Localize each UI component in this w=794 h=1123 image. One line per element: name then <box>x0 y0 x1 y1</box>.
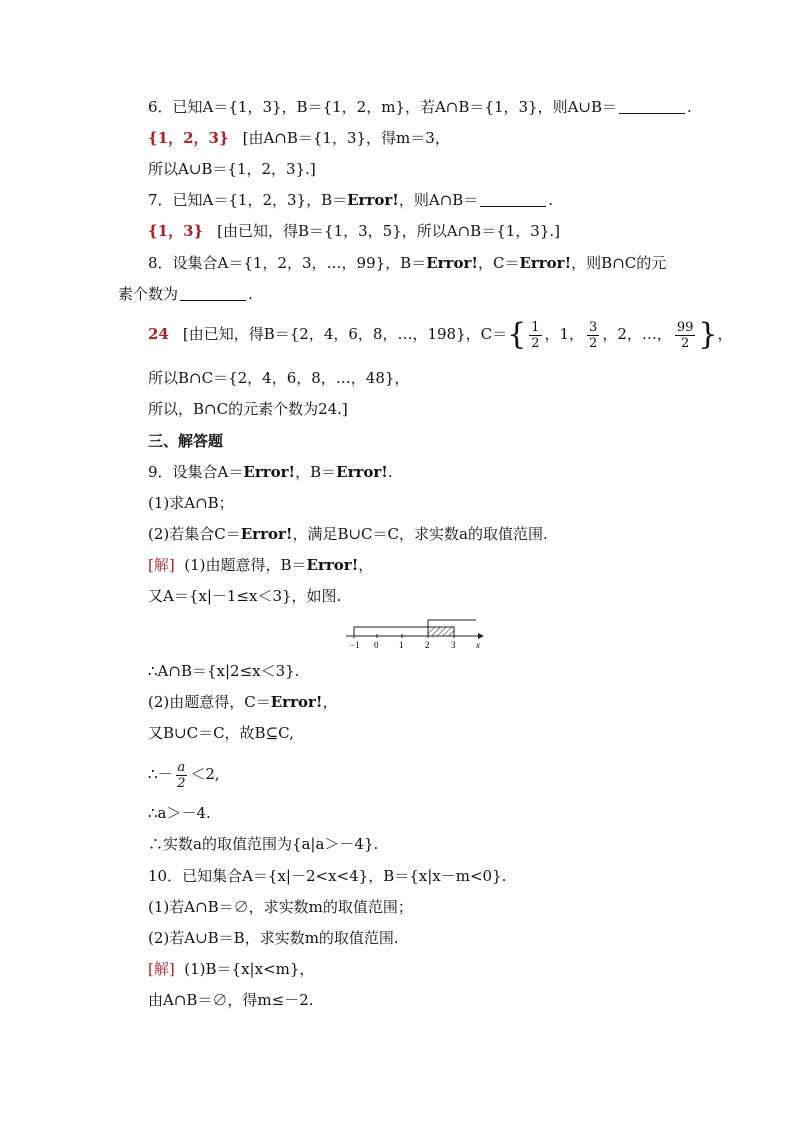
section-heading: 三、解答题 <box>148 432 224 450</box>
fraction-denominator: 2 <box>589 335 598 351</box>
q9-part-1: (1)求A∩B； <box>148 494 234 512</box>
q9-solution-text: (1)由题意得，B＝ <box>184 556 307 574</box>
q6-stem-end: . <box>687 98 692 116</box>
q8-error-field-2: Error! <box>519 254 572 272</box>
q8-solution-1 <box>148 314 733 354</box>
q7-solution <box>148 221 560 241</box>
q9-error-field-3: Error! <box>240 525 293 543</box>
q9-solution-6 <box>148 756 220 792</box>
q6-stem <box>148 97 692 117</box>
q6-solution-1 <box>148 128 450 148</box>
fraction-numerator: 99 <box>676 319 694 335</box>
q7-stem-end: . <box>548 191 554 209</box>
q8-answer: 24 <box>148 325 169 343</box>
q8-c-end: ， <box>717 325 733 343</box>
q9-part-2-text: (2)若集合C＝ <box>148 525 241 543</box>
fraction-numerator: 3 <box>589 319 598 335</box>
q9-stem-text: 9．设集合A＝ <box>148 463 244 481</box>
fraction-99-2 <box>675 320 696 351</box>
q6-answer: {1，2，3} <box>148 129 229 147</box>
tick-label: −1 <box>350 640 360 650</box>
q10-solution-text: (1)B＝{x|x<m}， <box>184 960 315 978</box>
q9-error-field-5: Error! <box>270 693 323 711</box>
q6-stem-prefix: 6．已知 <box>148 98 203 116</box>
q9-stem-end: . <box>387 463 393 481</box>
q6-stem-text: A＝{1，3}，B＝{1，2，m}，若A∩B＝{1，3}，则A∪B＝ <box>202 98 617 116</box>
right-brace: } <box>698 317 718 352</box>
fraction-denominator: 2 <box>531 335 540 351</box>
q9-solution-7: ∴a＞－4. <box>148 804 211 822</box>
q10-stem: 10．已知集合A＝{x|－2<x<4}，B＝{x|x－m<0}. <box>148 867 507 885</box>
fraction-3-2 <box>587 320 599 351</box>
q9-solution-1 <box>148 555 373 575</box>
axis-arrow <box>478 633 484 639</box>
q8-explain-3: 所以，B∩C的元素个数为24.] <box>148 400 348 418</box>
q7-answer-blank <box>480 192 546 207</box>
q8-stem-text: 8．设集合A＝{1，2，3，…，99}，B＝ <box>148 254 427 272</box>
tick-label: 3 <box>451 640 456 650</box>
q6-explain-2: 所以A∪B＝{1，2，3}.] <box>148 160 316 178</box>
q9-solution-6-text: ∴－ <box>148 765 173 783</box>
q8-sep-1: ，1， <box>544 325 585 343</box>
q6-solution-2 <box>148 159 316 179</box>
q9-solution-5: 又B∪C＝C，故B⊆C, <box>148 724 294 742</box>
q8-stem-end: . <box>248 285 253 303</box>
q10-solution-2: 由A∩B＝∅，得m≤－2. <box>148 991 314 1009</box>
q10-solution-1 <box>148 959 314 979</box>
q8-stem-mid: ，C＝ <box>477 254 520 272</box>
q7-stem <box>148 190 553 210</box>
q7-answer: {1，3} <box>148 222 204 240</box>
intersection-region <box>428 627 454 636</box>
q9-error-field-2: Error! <box>336 463 388 481</box>
q7-error-field: Error! <box>347 191 399 209</box>
q8-stem-tail: ，则B∩C的元 <box>571 254 667 272</box>
q9-part-2 <box>148 524 548 544</box>
q8-solution-3 <box>148 399 348 419</box>
q9-stem-mid: ，B＝ <box>295 463 337 481</box>
q8-explain-1: [由已知，得B＝{2，4，6，8，…，198}，C＝ <box>182 325 508 343</box>
tick-label: 0 <box>374 640 379 650</box>
fraction-numerator: a <box>177 759 186 775</box>
fraction-numerator: 1 <box>531 319 540 335</box>
q8-stem-text-2: 素个数为 <box>118 285 179 303</box>
q9-error-field-4: Error! <box>306 556 359 574</box>
q10-part-2: (2)若A∪B＝B，求实数m的取值范围. <box>148 929 399 947</box>
q9-solution-4-end: ， <box>322 693 338 711</box>
left-brace: { <box>507 317 527 352</box>
q7-stem-mid: ，则A∩B＝ <box>398 191 479 209</box>
axis-var-label: x <box>476 640 480 650</box>
q9-solution-4 <box>148 692 337 712</box>
fraction-a-2 <box>176 760 188 791</box>
q10-part-1: (1)若A∩B＝∅，求实数m的取值范围； <box>148 898 413 916</box>
fraction-denominator: 2 <box>177 775 186 791</box>
fraction-1-2 <box>529 320 541 351</box>
q8-explain-2: 所以B∩C＝{2，4，6，8，…，48}， <box>148 369 410 387</box>
solution-tag: [解] <box>148 556 175 574</box>
q8-sep-2: ，2，…， <box>602 325 672 343</box>
q6-explain-1: [由A∩B＝{1，3}，得m＝3， <box>242 129 450 147</box>
q8-stem-1 <box>148 253 666 273</box>
q9-solution-end: ， <box>358 556 374 574</box>
fraction-denominator: 2 <box>681 335 690 351</box>
number-line-figure <box>340 614 490 652</box>
q9-solution-3: ∴A∩B＝{x|2≤x＜3}. <box>148 662 300 680</box>
q6-answer-blank <box>619 99 685 114</box>
q8-stem-2 <box>118 284 253 304</box>
q7-explain: [由已知，得B＝{1，3，5}，所以A∩B＝{1，3}.] <box>217 222 560 240</box>
solution-tag: [解] <box>148 960 175 978</box>
q8-solution-2 <box>148 368 409 388</box>
q9-solution-6-end: ＜2, <box>190 765 220 783</box>
q7-stem-text: 7．已知A＝{1，2，3}，B＝ <box>148 191 348 209</box>
q9-solution-2: 又A＝{x|－1≤x＜3}，如图. <box>148 587 342 605</box>
q9-solution-4-text: (2)由题意得，C＝ <box>148 693 271 711</box>
q9-solution-8: ∴实数a的取值范围为{a|a＞－4}. <box>148 835 379 853</box>
q9-error-field-1: Error! <box>243 463 296 481</box>
q9-part-2-end: ，满足B∪C＝C，求实数a的取值范围. <box>292 525 548 543</box>
q9-stem <box>148 462 393 482</box>
tick-label: 2 <box>425 640 430 650</box>
q8-answer-blank <box>180 286 246 301</box>
tick-label: 1 <box>399 640 404 650</box>
q8-error-field-1: Error! <box>426 254 478 272</box>
